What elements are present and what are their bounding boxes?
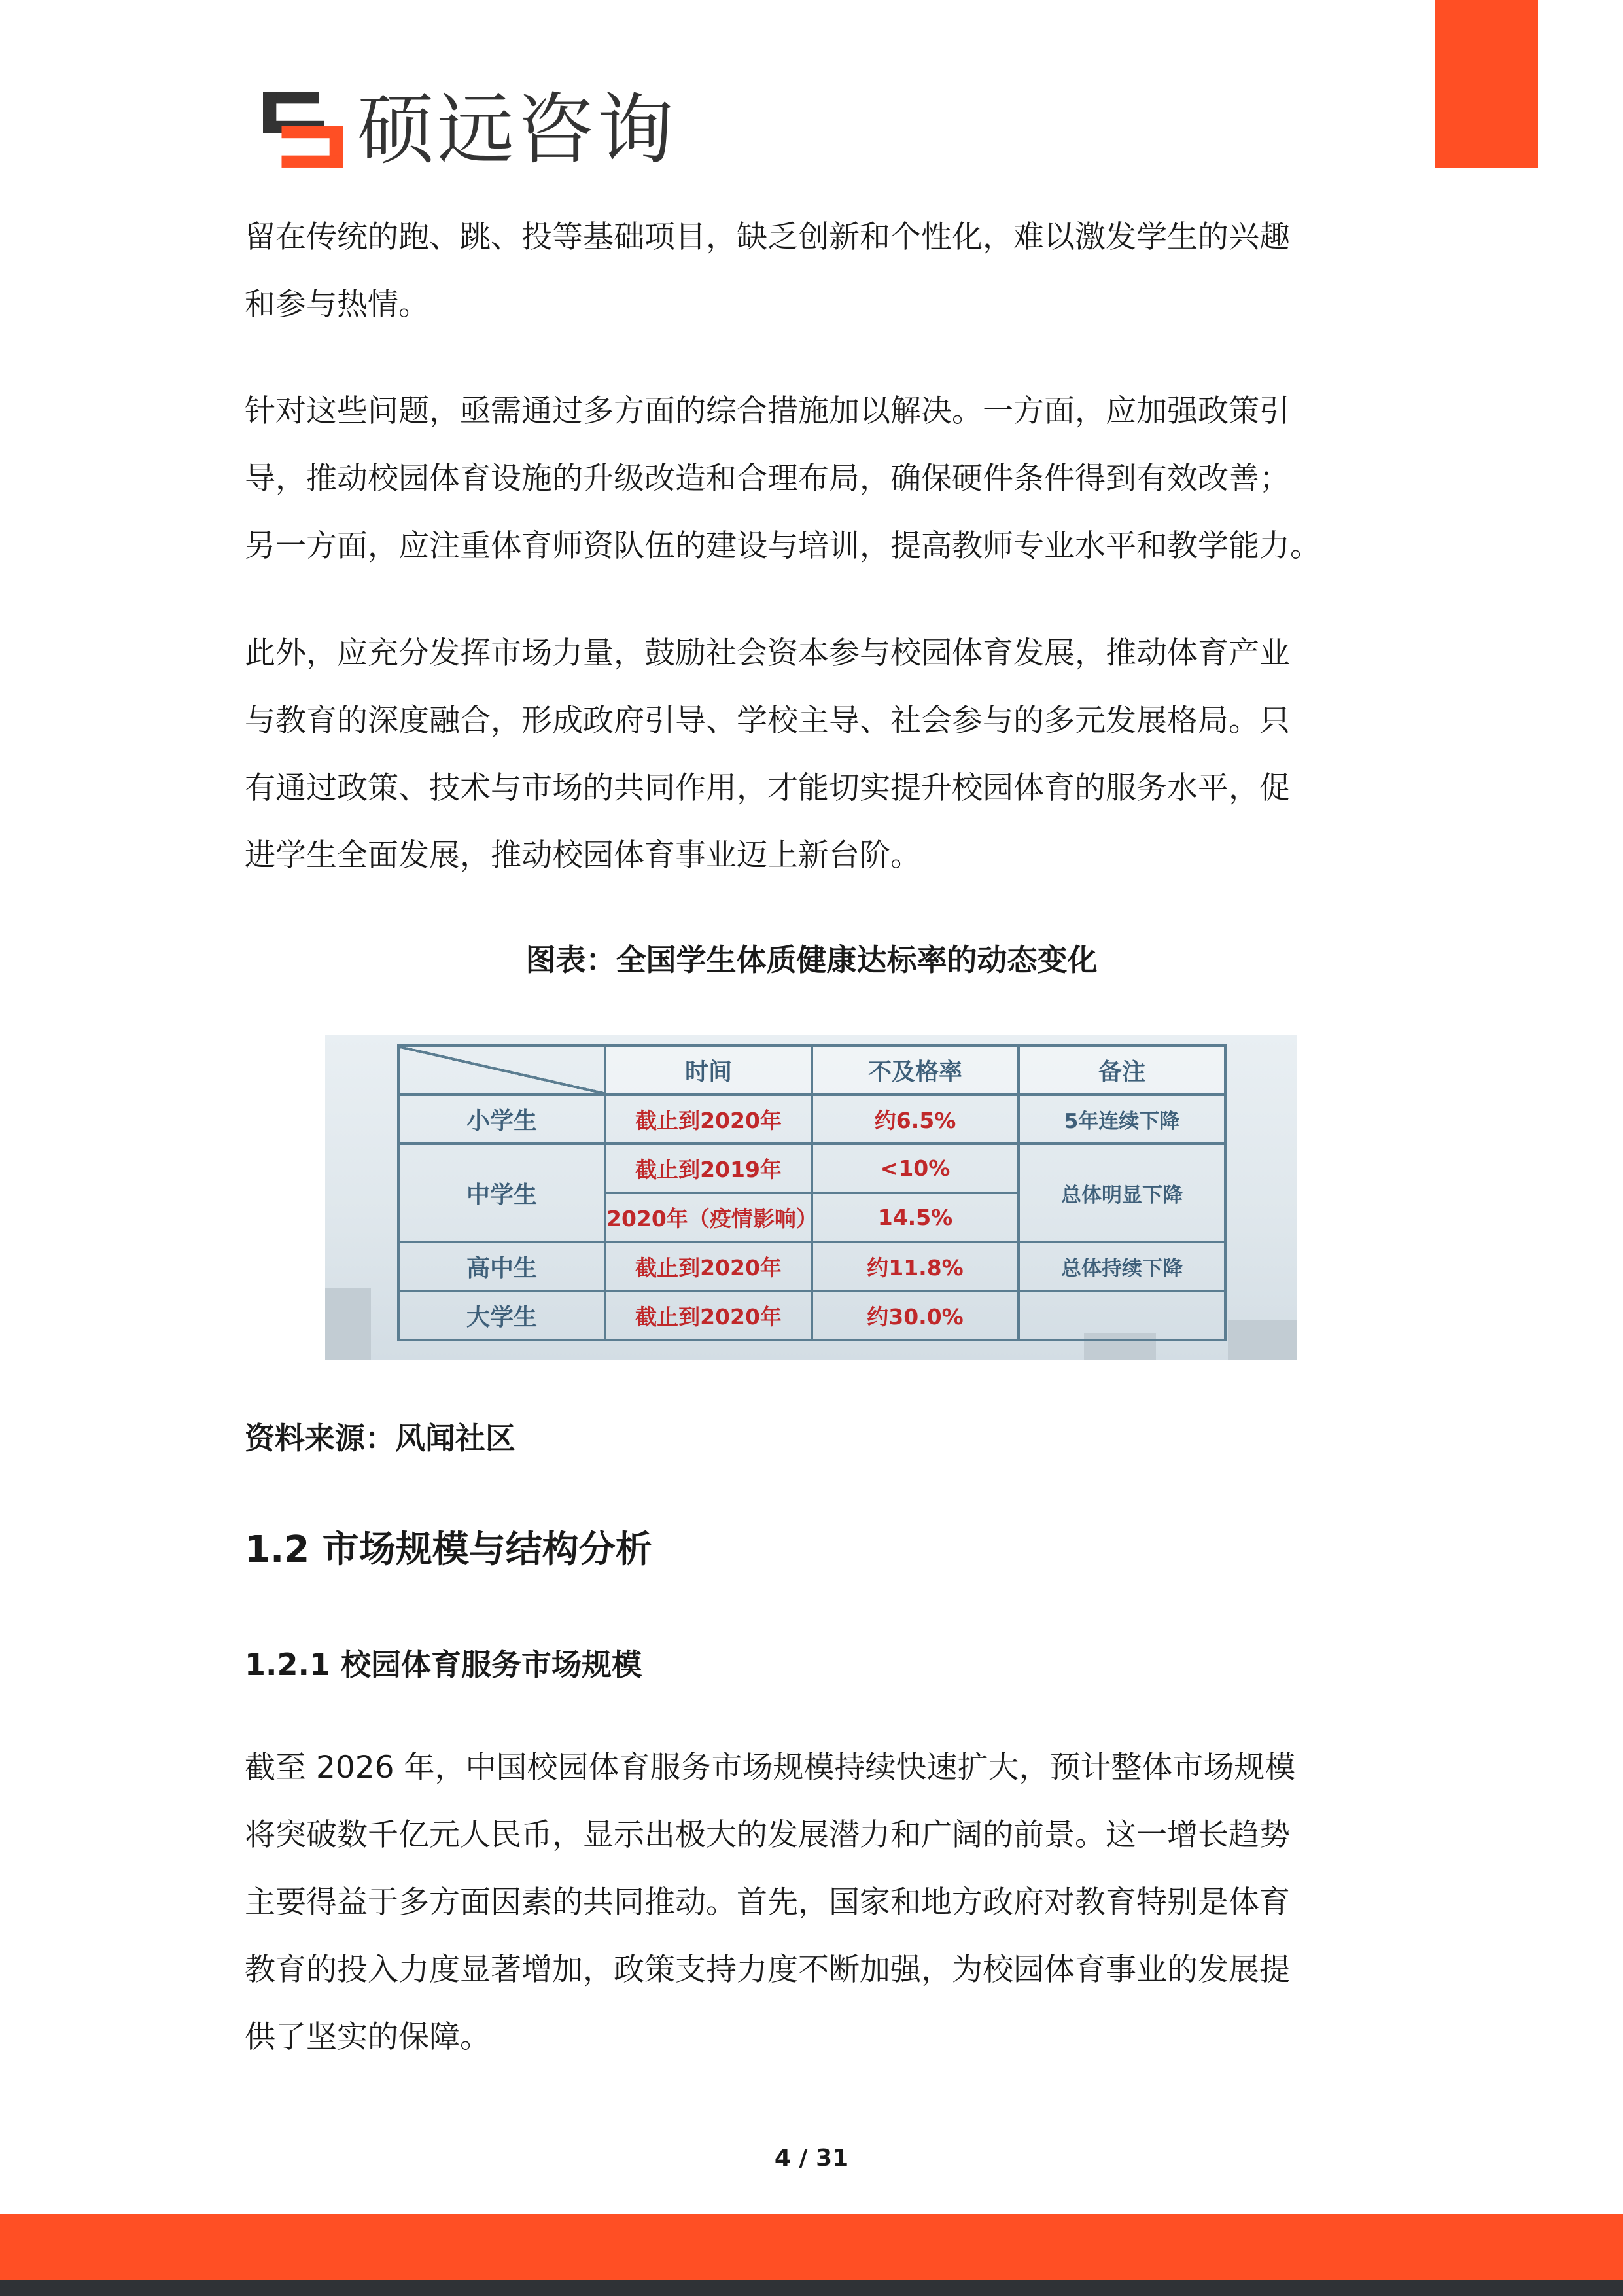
background-tree bbox=[325, 1288, 371, 1360]
table-cell: 截止到2020年 bbox=[605, 1291, 812, 1340]
table-row bbox=[398, 1095, 1225, 1144]
table-cell: 2020年（疫情影响） bbox=[605, 1193, 812, 1242]
corner-accent-tab bbox=[1435, 0, 1538, 168]
paragraph-4 bbox=[245, 1734, 1383, 2071]
paragraph-line: 另一方面，应注重体育师资队伍的建设与培训，提高教师专业水平和教学能力。 bbox=[245, 528, 1321, 564]
paragraph-line: 和参与热情。 bbox=[245, 287, 429, 323]
table-cell: 总体明显下降 bbox=[1019, 1144, 1225, 1242]
table-cell: 截止到2020年 bbox=[605, 1095, 812, 1144]
row-header: 小学生 bbox=[398, 1095, 605, 1144]
table-header: 时间 bbox=[605, 1046, 812, 1095]
paragraph-line: 截至 2026 年，中国校园体育服务市场规模持续快速扩大，预计整体市场规模 bbox=[245, 1750, 1296, 1786]
paragraph-line: 导，推动校园体育设施的升级改造和合理布局，确保硬件条件得到有效改善； bbox=[245, 461, 1290, 497]
paragraph-line: 针对这些问题，亟需通过多方面的综合措施加以解决。一方面，应加强政策引 bbox=[245, 393, 1290, 429]
footer-accent-bar bbox=[0, 2214, 1623, 2280]
row-header: 中学生 bbox=[398, 1144, 605, 1242]
paragraph-3 bbox=[245, 620, 1383, 889]
section-heading: 1.2 市场规模与结构分析 bbox=[245, 1528, 652, 1571]
table-cell: 约11.8% bbox=[812, 1242, 1019, 1291]
table-cell: 约6.5% bbox=[812, 1095, 1019, 1144]
table-header: 备注 bbox=[1019, 1046, 1225, 1095]
page-number: 4 / 31 bbox=[774, 2145, 849, 2172]
background-building bbox=[1228, 1320, 1297, 1360]
table-cell: <10% bbox=[812, 1144, 1019, 1193]
footer-dark-bar bbox=[0, 2280, 1623, 2296]
figure-table-image bbox=[325, 1035, 1297, 1360]
brand-name: 硕远咨询 bbox=[357, 84, 677, 175]
figure-caption: 图表：全国学生体质健康达标率的动态变化 bbox=[525, 942, 1098, 978]
figure-source: 资料来源：风闻社区 bbox=[245, 1421, 515, 1456]
table-header-row bbox=[398, 1046, 1225, 1095]
table-header: 不及格率 bbox=[812, 1046, 1019, 1095]
table-cell: 截止到2019年 bbox=[605, 1144, 812, 1193]
fitness-rate-table bbox=[397, 1044, 1227, 1341]
paragraph-2 bbox=[245, 378, 1383, 580]
table-cell bbox=[1019, 1291, 1225, 1340]
table-row bbox=[398, 1291, 1225, 1340]
paragraph-line: 主要得益于多方面因素的共同推动。首先，国家和地方政府对教育特别是体育 bbox=[245, 1884, 1290, 1920]
subsection-heading: 1.2.1 校园体育服务市场规模 bbox=[245, 1647, 642, 1682]
table-row bbox=[398, 1144, 1225, 1193]
table-corner-cell bbox=[398, 1046, 605, 1095]
brand-s-mark-icon bbox=[263, 92, 343, 168]
table-cell: 截止到2020年 bbox=[605, 1242, 812, 1291]
paragraph-line: 供了坚实的保障。 bbox=[245, 2019, 491, 2055]
table-cell: 5年连续下降 bbox=[1019, 1095, 1225, 1144]
paragraph-line: 有通过政策、技术与市场的共同作用，才能切实提升校园体育的服务水平，促 bbox=[245, 770, 1290, 806]
paragraph-line: 留在传统的跑、跳、投等基础项目，缺乏创新和个性化，难以激发学生的兴趣 bbox=[245, 219, 1290, 255]
table-row bbox=[398, 1242, 1225, 1291]
paragraph-line: 将突破数千亿元人民币，显示出极大的发展潜力和广阔的前景。这一增长趋势 bbox=[245, 1817, 1290, 1853]
table-cell: 总体持续下降 bbox=[1019, 1242, 1225, 1291]
row-header: 高中生 bbox=[398, 1242, 605, 1291]
brand-logo bbox=[263, 84, 677, 175]
row-header: 大学生 bbox=[398, 1291, 605, 1340]
paragraph-1 bbox=[245, 203, 1383, 338]
paragraph-line: 与教育的深度融合，形成政府引导、学校主导、社会参与的多元发展格局。只 bbox=[245, 703, 1290, 739]
paragraph-line: 教育的投入力度显著增加，政策支持力度不断加强，为校园体育事业的发展提 bbox=[245, 1952, 1290, 1988]
paragraph-line: 此外，应充分发挥市场力量，鼓励社会资本参与校园体育发展，推动体育产业 bbox=[245, 635, 1290, 671]
table-cell: 14.5% bbox=[812, 1193, 1019, 1242]
table-cell: 约30.0% bbox=[812, 1291, 1019, 1340]
paragraph-line: 进学生全面发展，推动校园体育事业迈上新台阶。 bbox=[245, 838, 921, 874]
